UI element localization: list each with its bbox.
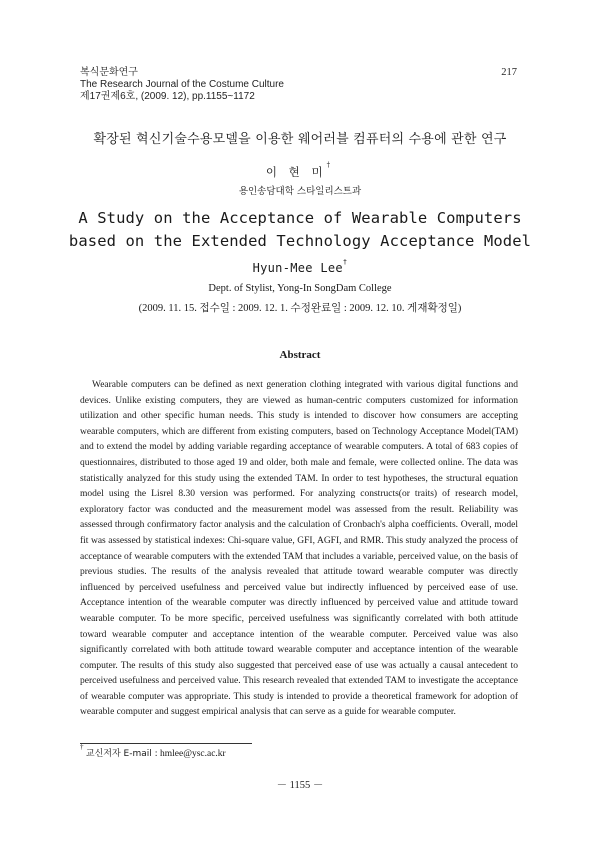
page-number: 217: [501, 67, 517, 78]
author-english-name: Hyun-Mee Lee: [252, 261, 343, 275]
footnote-email: hmlee@ysc.ac.kr: [160, 749, 226, 759]
footnote: [80, 743, 226, 759]
abstract-heading: Abstract: [279, 349, 321, 361]
journal-header: [80, 67, 284, 103]
footnote-mark: †: [80, 743, 84, 751]
abstract-body: Wearable computers can be defined as next generation clothing integrated with various digital functions and devices. Unlike existing computers, they are viewed as human-centric computers customized for information utilization and other specific human needs. This study is intended to discover how consumers are accepting wearable computers, which are different from existing computers, based on Technology Acceptance Model(TAM) and to extend the model by adding variable regarding acceptance of wearable computers. A total of 683 copies of questionnaires, distributed to those aged 19 and older, both male and female, were collected online. The data was statistically analyzed for this study using the extended TAM. In order to test hypotheses, the structural equation model using the Lisrel 8.30 version was performed. For analyzing constructs(or traits) of research model, exploratory factor was conducted and the measurement model was assessed from the result. Reliability was assessed through confirmatory factor analysis and the calculation of Cronbach's alpha coefficients. Overall, model fit was assessed by statistical indexes: Chi-square value, GFI, AGFI, and RMR. This study analyzed the process of acceptance of wearable computers with the extended TAM that includes a variable, perceived value, on the basis of previous studies. The results of the analysis revealed that attitude toward wearable computer was directly influenced by perceived usefulness and perceived value but indirectly influenced by perceived ease of use. Acceptance intention of the wearable computer was directly influenced by perceived value and attitude toward wearable computer. To be more specific, perceived usefulness was significantly correlated with both attitude toward wearable computer and acceptance intention of the wearable computer. Perceived value was also significantly correlated with both attitude toward wearable computer and acceptance intention of the wearable computer. The results of this study also suggested that perceived ease of use was actually a causal antecedent to perceived usefulness and perceived value. This research revealed that extended TAM to investigate the acceptance of wearable computer was appropriate. This study is intended to provide a theoretical framework for adoption of wearable computer and suggest empirical analysis that can serve as a guide for wearable computer.: [80, 380, 518, 718]
title-english: [0, 207, 600, 253]
footnote-divider: [80, 743, 252, 744]
journal-name-en: The Research Journal of the Costume Culture: [80, 79, 284, 90]
author-korean: [0, 161, 600, 180]
journal-volume: 제17권제6호, (2009. 12), pp.1155~1172: [80, 91, 255, 102]
journal-name-kr: 복식문화연구: [80, 67, 138, 78]
corresponding-mark-en: †: [342, 258, 348, 266]
submission-dates: (2009. 11. 15. 접수일 : 2009. 12. 1. 수정완료일 : 2009. 12. 10. 게재확정일): [138, 303, 462, 314]
title-english-line1: A Study on the Acceptance of Wearable Computers: [78, 209, 522, 227]
title-english-line2: based on the Extended Technology Acceptance Model: [68, 232, 532, 250]
footnote-label: 교신저자 E-mail :: [85, 749, 158, 759]
corresponding-mark: †: [326, 161, 335, 169]
title-korean: 확장된 혁신기술수용모델을 이용한 웨어러블 컴퓨터의 수용에 관한 연구: [93, 132, 507, 147]
affiliation-english: Dept. of Stylist, Yong-In SongDam College: [208, 283, 392, 294]
affiliation-korean: 용인송담대학 스타일리스트과: [238, 186, 362, 197]
author-korean-name: 이 현 미: [265, 165, 327, 179]
author-english: [0, 258, 600, 275]
page-footer-number: － 1155 －: [276, 780, 324, 791]
